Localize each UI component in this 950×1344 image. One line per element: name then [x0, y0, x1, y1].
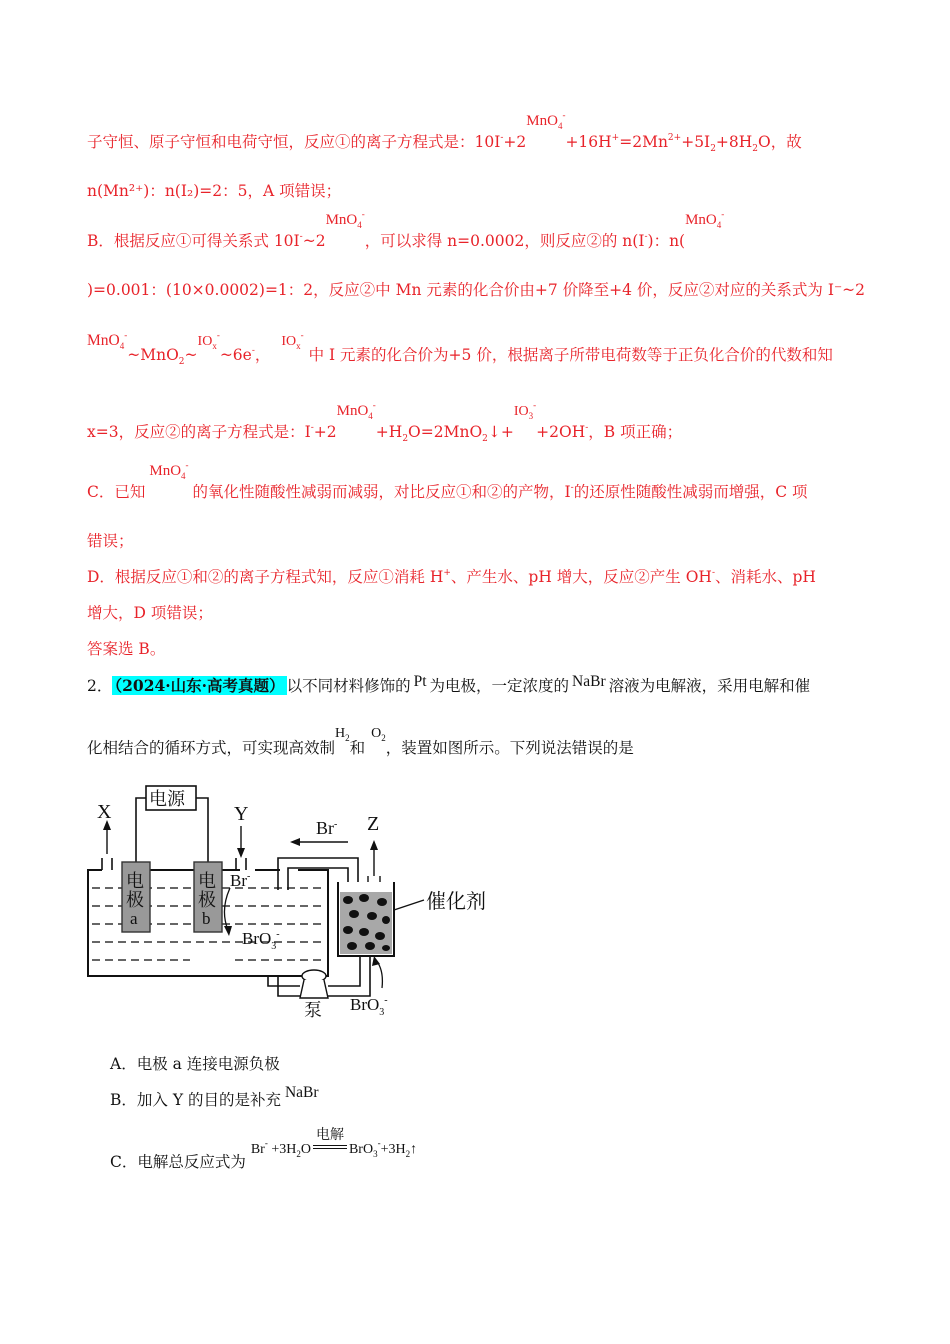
equals-icon — [313, 1145, 347, 1149]
text: ~6e — [219, 346, 252, 364]
subscript: 3 — [528, 411, 534, 421]
formula-h2 — [335, 727, 350, 743]
text: ，装置如图所示。下列说法错误的是 — [385, 739, 634, 757]
formula: IO — [281, 334, 297, 349]
superscript: - — [377, 1138, 381, 1148]
gas-arrow-icon: ↑ — [410, 1142, 418, 1157]
text: 为电极，一定浓度的 — [429, 677, 570, 695]
electrode-a-label: 电 — [126, 871, 144, 891]
text: ~2 — [302, 232, 326, 250]
label-br-flow: Br- — [316, 818, 338, 838]
formula: MnO — [336, 403, 369, 419]
formula: +3H — [380, 1142, 406, 1157]
text: D．根据反应①和②的离子方程式知，反应①消耗 H — [87, 568, 444, 586]
superscript: - — [310, 423, 314, 433]
electrode-b-label: 电 — [198, 871, 216, 891]
superscript: - — [216, 330, 220, 340]
para-line-1 — [87, 110, 802, 154]
label-x: X — [97, 801, 112, 823]
option-b[interactable] — [110, 1084, 319, 1110]
iodate-formula — [281, 331, 303, 351]
subscript: 2 — [405, 1149, 411, 1159]
text: =2Mn — [619, 133, 668, 151]
label-br-near-b: Br- — [230, 871, 251, 890]
superscript: - — [533, 400, 537, 410]
formula: MnO — [325, 212, 358, 228]
text: +2 — [503, 133, 527, 151]
para-line-4: )=0.001：(10×0.0002)=1：2，反应②中 Mn 元素的化合价由+7 价降至+4 价，反应②对应的关系式为 I⁻~2 — [87, 281, 865, 299]
formula: MnO — [149, 463, 182, 479]
pump-label: 泵 — [304, 1000, 322, 1020]
superscript: - — [644, 232, 648, 242]
permanganate-formula — [685, 210, 724, 230]
formula: O — [300, 1142, 311, 1157]
superscript: - — [500, 133, 504, 143]
superscript: - — [585, 423, 589, 433]
text: ~ — [184, 346, 198, 364]
electrode-b-label: 极 — [198, 890, 216, 910]
text: ~MnO — [127, 346, 179, 364]
text: +H — [375, 423, 403, 441]
text: +2OH — [536, 423, 586, 441]
formula: Br — [250, 1142, 265, 1157]
label-bro3-near-b: BrO$_3$- — [242, 929, 280, 952]
arrow-head-icon — [237, 848, 245, 858]
subscript: 4 — [368, 411, 373, 421]
subscript: 4 — [119, 341, 125, 351]
text: 以不同材料修饰的 — [286, 677, 411, 695]
question-number: 2． — [87, 677, 113, 695]
text: 中 I 元素的化合价为+5 价，根据离子所带电荷数等于正负化合价的代数和知 — [308, 346, 833, 364]
text: +16H — [565, 133, 612, 151]
iodate-formula — [198, 331, 220, 351]
text: 和 — [349, 739, 366, 757]
superscript: - — [361, 209, 365, 219]
option-c[interactable] — [110, 1128, 418, 1173]
text: O=2MnO — [408, 423, 483, 441]
electrode-a-label: 极 — [126, 890, 144, 910]
permanganate-formula — [526, 111, 565, 131]
subscript: 4 — [716, 220, 722, 230]
superscript: + — [611, 133, 620, 143]
subscript: 2 — [178, 357, 185, 367]
text: 、产生水、pH 增大，反应②产生 OH — [450, 568, 712, 586]
arrow-head-icon — [290, 838, 300, 846]
reaction-arrow — [313, 1128, 347, 1158]
para-line-3 — [87, 209, 725, 252]
electrolysis-apparatus-diagram — [80, 780, 500, 1020]
subscript: 2 — [710, 144, 716, 154]
text: 、消耗水、pH — [715, 568, 816, 586]
para-line-10: 增大，D 项错误； — [87, 604, 213, 622]
superscript: - — [264, 1138, 268, 1148]
arrow-head-icon — [224, 926, 232, 936]
source-badge: （2024·山东·高考真题） — [114, 676, 285, 695]
formula: BrO — [348, 1142, 374, 1157]
para-line-7 — [87, 460, 808, 503]
catalyst-label: 催化剂 — [426, 891, 486, 913]
formula: IO — [197, 334, 213, 349]
subscript: 3 — [373, 1149, 378, 1159]
label-z: Z — [367, 813, 380, 835]
superscript: - — [251, 346, 255, 356]
para-line-9 — [87, 569, 816, 586]
formula-nabr: NaBr — [572, 673, 606, 690]
superscript: - — [185, 460, 189, 470]
superscript: - — [124, 330, 128, 340]
subscript: x — [212, 341, 217, 351]
formula-nabr: NaBr — [284, 1084, 319, 1101]
text: ↓+ — [487, 423, 514, 441]
permanganate-formula — [326, 210, 365, 230]
superscript: - — [711, 568, 715, 578]
text: ，B 项正确； — [588, 423, 683, 441]
electrode-a-label: a — [130, 909, 138, 928]
para-line-11: 答案选 B。 — [87, 640, 166, 658]
permanganate-formula — [149, 461, 188, 481]
formula: H — [335, 726, 346, 741]
superscript: - — [372, 400, 376, 410]
label-bro3-bottom: BrO$_3$- — [350, 995, 388, 1018]
para-line-8: 错误； — [87, 532, 134, 550]
subscript: 4 — [181, 471, 186, 481]
text: 化相结合的循环方式，可实现高效制 — [87, 739, 336, 757]
formula: O — [371, 726, 382, 741]
subscript: 2 — [296, 1149, 301, 1159]
text: x=3，反应②的离子方程式是：I — [87, 423, 311, 441]
permanganate-formula — [337, 401, 376, 421]
formula-o2 — [371, 727, 386, 743]
text: B．根据反应①可得关系式 10I — [87, 232, 300, 250]
subscript: 4 — [557, 121, 563, 131]
formula: MnO — [685, 212, 717, 228]
text: +2 — [313, 423, 337, 441]
text: B．加入 Y 的目的是补充 — [110, 1091, 281, 1109]
subscript: 2 — [345, 733, 350, 743]
subscript: 2 — [752, 144, 759, 154]
text: ，可以求得 n=0.0002，则反应②的 n(I — [364, 232, 645, 250]
text: 的还原性随酸性减弱而增强，C 项 — [573, 483, 808, 501]
power-supply-label: 电源 — [149, 789, 185, 809]
electrode-b-label: b — [202, 909, 211, 928]
label-y: Y — [234, 803, 249, 825]
para-line-6 — [87, 400, 683, 444]
subscript: 2 — [402, 434, 409, 444]
formula: MnO — [526, 113, 558, 129]
upper-pipe — [278, 858, 358, 890]
para-line-2: n(Mn²⁺)：n(I₂)=2：5，A 项错误； — [87, 182, 342, 200]
text: 的氧化性随酸性减弱而减弱，对比反应①和②的产物，I — [192, 483, 571, 501]
lower-pipe — [268, 976, 302, 996]
arrow-head-icon — [370, 840, 378, 850]
superscript: - — [300, 330, 304, 340]
iodate-formula — [514, 401, 536, 421]
para-line-5 — [87, 330, 833, 367]
superscript: - — [562, 110, 566, 120]
text: 溶液为电解液，采用电解和催 — [608, 677, 811, 695]
text: +8H — [715, 133, 753, 151]
formula: MnO — [87, 332, 120, 349]
question-line-1 — [87, 673, 811, 695]
text: ， — [254, 346, 271, 364]
text: C．电解总反应式为 — [110, 1153, 246, 1171]
superscript: 2+ — [667, 133, 682, 143]
text: +5I — [681, 133, 711, 151]
formula: IO — [513, 404, 529, 419]
formula-pt: Pt — [413, 673, 427, 690]
text: O，故 — [758, 133, 802, 151]
question-line-2 — [87, 726, 634, 759]
subscript: 2 — [482, 434, 488, 444]
subscript: x — [296, 341, 301, 351]
superscript: - — [570, 483, 574, 493]
superscript: - — [721, 209, 725, 219]
option-a[interactable]: A．电极 a 连接电源负极 — [110, 1055, 280, 1073]
permanganate-formula — [87, 331, 127, 351]
subscript: 4 — [357, 220, 362, 230]
subscript: 2 — [381, 733, 386, 743]
text: 子守恒、原子守恒和电荷守恒，反应①的离子方程式是：10I — [87, 133, 501, 151]
superscript: - — [299, 232, 303, 242]
text: C．已知 — [87, 483, 146, 501]
superscript: + — [443, 568, 451, 578]
reaction-condition: 电解 — [315, 1128, 344, 1143]
electrolysis-equation — [250, 1128, 418, 1159]
formula: +3H — [271, 1142, 297, 1157]
text: )：n( — [647, 232, 686, 250]
